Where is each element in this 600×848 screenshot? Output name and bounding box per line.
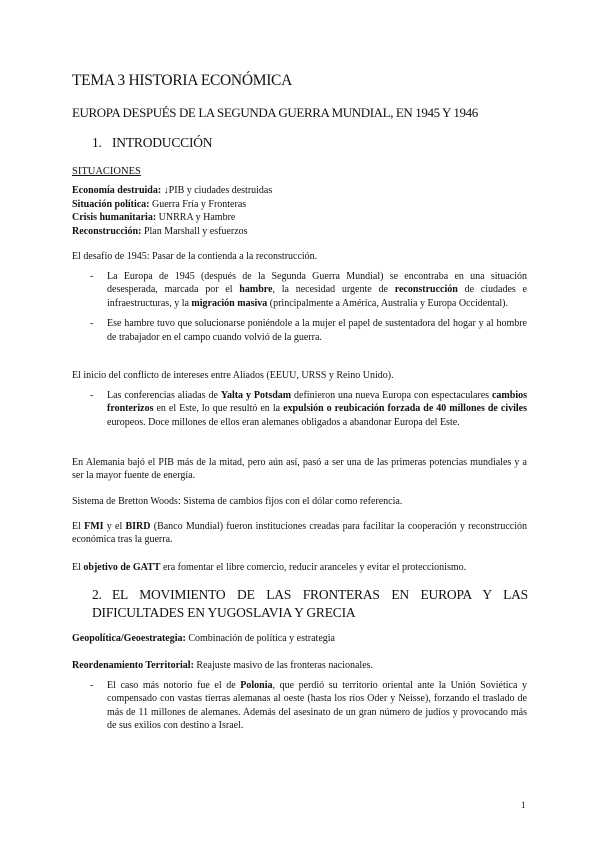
section-label: EL MOVIMIENTO DE LAS FRONTERAS EN EUROPA Y LAS DIFICULTADES EN YUGOSLAVIA Y GRECIA [92,587,528,620]
situacion-line: Reconstrucción: Plan Marshall y esfuerzos [72,225,248,237]
paragraph-gatt: El objetivo de GATT era fomentar el libre comercio, reducir aranceles y evitar el proteccionismo. [72,562,467,573]
paragraph-fmi: El FMI y el BIRD (Banco Mundial) fueron instituciones creadas para facilitar la cooperación y reconstrucción económica tras la guerra. [72,521,528,546]
paragraph-geopolitica: Geopolítica/Geoestrategia: Combinación de política y estrategia [72,633,335,644]
paragraph-alemania: En Alemania bajó el PIB más de la mitad, pero aún así, pasó a ser una de las primeras potencias mundiales y a ser la mayor fuente de energía. [72,457,527,482]
section-number: 1. [92,135,102,150]
bullet-list-2 [72,389,527,429]
section-heading-2 [92,586,528,622]
section-label: INTRODUCCIÓN [112,135,213,150]
situacion-line: Crisis humanitaria: UNRRA y Hambre [72,212,236,224]
list-item: - Las conferencias aliadas de Yalta y Potsdam definieron una nueva Europa con espectaculares cambios fronterizos en el Este, lo que resultó en la expulsión o reubicación forzada de 40 millones de civiles europeos. Doce millones de ellos eran alemanes obligados a abandonar Europa del Este. [72,389,527,429]
document-subtitle: EUROPA DESPUÉS DE LA SEGUNDA GUERRA MUNDIAL, EN 1945 Y 1946 [72,105,478,120]
situacion-line: Economía destruida: ↓PIB y ciudades destruidas [72,185,273,197]
situaciones-block [72,165,527,238]
page-number: 1 [521,800,526,810]
section-heading-1 [92,135,212,151]
paragraph-reordenamiento: Reordenamiento Territorial: Reajuste masivo de las fronteras nacionales. [72,660,374,671]
bullet-list-1 [72,270,527,344]
paragraph-inicio: El inicio del conflicto de intereses entre Aliados (EEUU, URSS y Reino Unido). [72,370,394,381]
document-title: TEMA 3 HISTORIA ECONÓMICA [72,72,292,89]
paragraph-bretton: Sistema de Bretton Woods: Sistema de cambios fijos con el dólar como referencia. [72,496,403,507]
section-number: 2. [92,587,102,602]
situacion-line: Situación política: Guerra Fría y Fronteras [72,198,247,210]
list-item: - El caso más notorio fue el de Polonia, que perdió su territorio oriental ante la Unión Soviética y compensado con vastas tierras alemanas al oeste (hasta los ríos Oder y Neisse), forzando el traslado de más de 11 millones de alemanes. Además del asesinato de un gran número de judíos y provocando más de sus exilios con destino a Israel. [72,679,527,733]
paragraph-desafio: El desafío de 1945: Pasar de la contienda a la reconstrucción. [72,251,318,262]
list-item: - La Europa de 1945 (después de la Segunda Guerra Mundial) se encontraba en una situación desesperada, marcada por el hambre, la necesidad urgente de reconstrucción de ciudades e infraestructuras, y la migración masiva (principalmente a América, Australia y Europa Occidental). [72,270,527,310]
list-item: - Ese hambre tuvo que solucionarse poniéndole a la mujer el papel de sustentadora del hogar y al hombre de trabajador en el campo cuando volvió de la guerra. [72,317,527,344]
bullet-list-3 [72,679,527,733]
situaciones-heading: SITUACIONES [72,166,141,177]
